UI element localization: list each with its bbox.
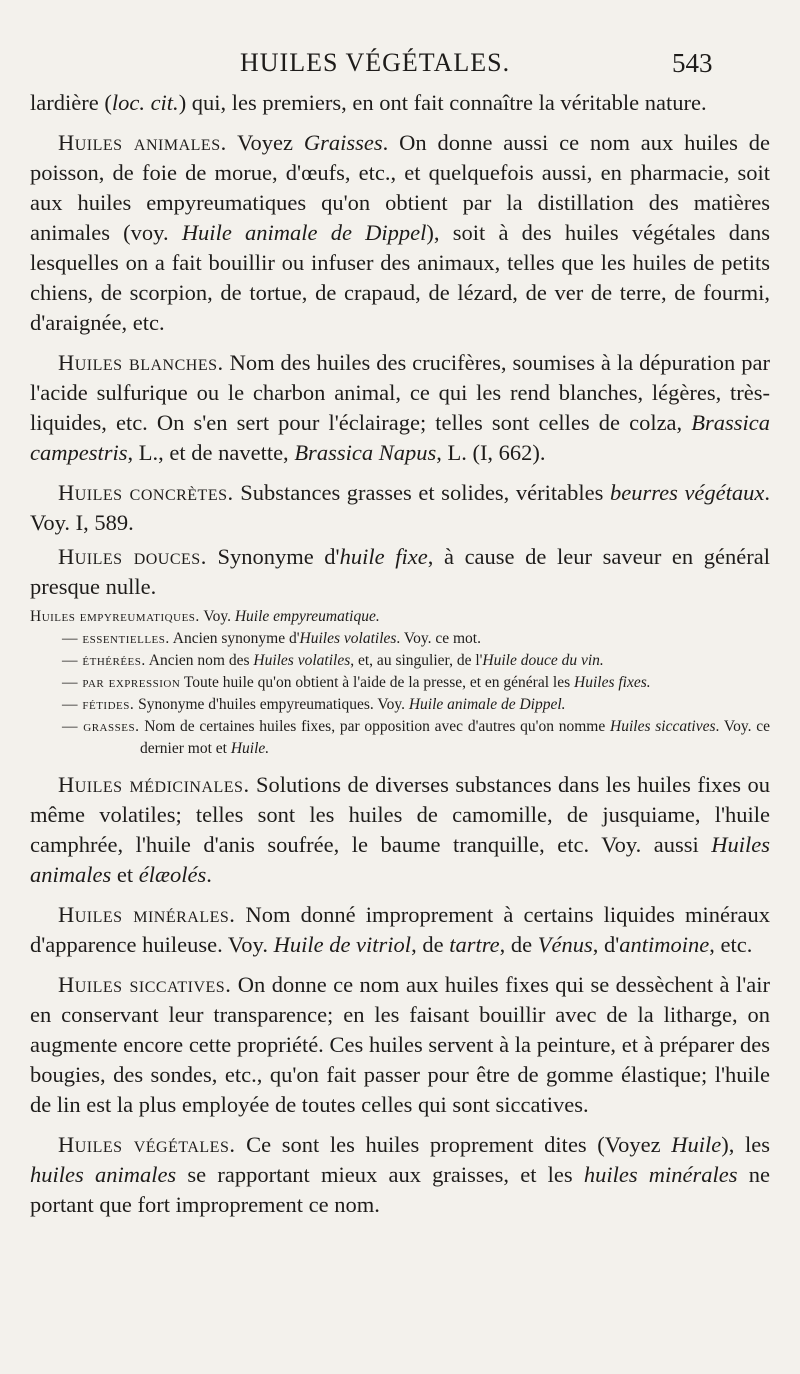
entry-grasses: — grasses. Nom de certaines huiles fixes, par opposition avec d'autres qu'on nomme Huiles siccatives. Voy. ce dernier mot et Huile. xyxy=(62,718,770,757)
running-title: HUILES VÉGÉTALES. xyxy=(240,48,511,77)
entry-heading: Huiles concrètes. xyxy=(58,480,234,505)
entry-huiles-blanches: Huiles blanches. Nom des huiles des crucifères, soumises à la dépuration par l'acide sulfurique ou le charbon animal, ce qui les rend blanches, légères, très-liquides, etc. On s'en sert pour l'éclairage; telles sont celles de colza, Brassica campestris, L., et de navette, Brassica Napus, L. (I, 662). xyxy=(30,350,771,465)
entry-fetides: — fétides. Synonyme d'huiles empyreumatiques. Voy. Huile animale de Dippel. xyxy=(62,696,566,713)
entry-heading: Huiles douces. xyxy=(58,544,207,569)
entry-heading: Huiles blanches. xyxy=(58,350,224,375)
page-body xyxy=(30,88,770,1230)
running-header xyxy=(0,48,800,88)
entry-heading: Huiles siccatives. xyxy=(58,972,232,997)
entry-par-expression: — par expression Toute huile qu'on obtient à l'aide de la presse, et en général les Huiles fixes. xyxy=(62,674,651,691)
entry-heading: Huiles médicinales. xyxy=(58,772,250,797)
entry-heading: Huiles minérales. xyxy=(58,902,236,927)
entry-etherees: — éthérées. Ancien nom des Huiles volatiles, et, au singulier, de l'Huile douce du vin. xyxy=(62,652,604,669)
entry-heading: Huiles végétales. xyxy=(58,1132,236,1157)
entry-essentielles: — essentielles. Ancien synonyme d'Huiles volatiles. Voy. ce mot. xyxy=(62,630,481,647)
entry-huiles-empyreumatiques: Huiles empyreumatiques. Voy. Huile empyreumatique. xyxy=(30,608,380,625)
entry-huiles-douces: Huiles douces. Synonyme d'huile fixe, à cause de leur saveur en général presque nulle. xyxy=(30,544,770,599)
entry-heading: Huiles animales. xyxy=(58,130,227,155)
entry-huiles-minerales: Huiles minérales. Nom donné improprement à certains liquides minéraux d'apparence huileuse. Voy. Huile de vitriol, de tartre, de Vénus, d'antimoine, etc. xyxy=(30,902,770,957)
intro-paragraph: lardière (loc. cit.) qui, les premiers, en ont fait connaître la véritable nature. xyxy=(30,90,707,115)
entry-huiles-animales: Huiles animales. Voyez Graisses. On donne aussi ce nom aux huiles de poisson, de foie de morue, d'œufs, etc., et quelquefois aussi, en pharmacie, soit aux huiles empyreumatiques qu'on obtient par la distillation des matières animales (voy. Huile animale de Dippel), soit à des huiles végétales dans lesquelles on a fait bouillir ou infuser des animaux, telles que les huiles de petits chiens, de scorpion, de tortue, de crapaud, de lézard, de ver de terre, de fourmi, d'araignée, etc. xyxy=(30,130,770,335)
page-number: 543 xyxy=(672,48,713,78)
entry-huiles-concretes: Huiles concrètes. Substances grasses et solides, véritables beurres végétaux. Voy. I, 589. xyxy=(30,480,771,535)
entry-huiles-vegetales: Huiles végétales. Ce sont les huiles proprement dites (Voyez Huile), les huiles animales se rapportant mieux aux graisses, et les huiles minérales ne portant que fort improprement ce nom. xyxy=(30,1132,770,1217)
small-print-block xyxy=(30,606,770,760)
entry-huiles-medicinales: Huiles médicinales. Solutions de diverses substances dans les huiles fixes ou même volatiles; telles sont les huiles de camomille, de jusquiame, l'huile camphrée, l'huile d'anis soufrée, le baume tranquille, etc. Voy. aussi Huiles animales et élæolés. xyxy=(30,772,771,887)
entry-huiles-siccatives: Huiles siccatives. On donne ce nom aux huiles fixes qui se dessèchent à l'air en conservant leur transparence; en les faisant bouillir avec de la litharge, on augmente encore cette propriété. Ces huiles servent à la peinture, et à préparer des bougies, des sondes, etc., qu'on fait passer pour être de gomme élastique; l'huile de lin est la plus employée de toutes celles qui sont siccatives. xyxy=(30,972,770,1117)
